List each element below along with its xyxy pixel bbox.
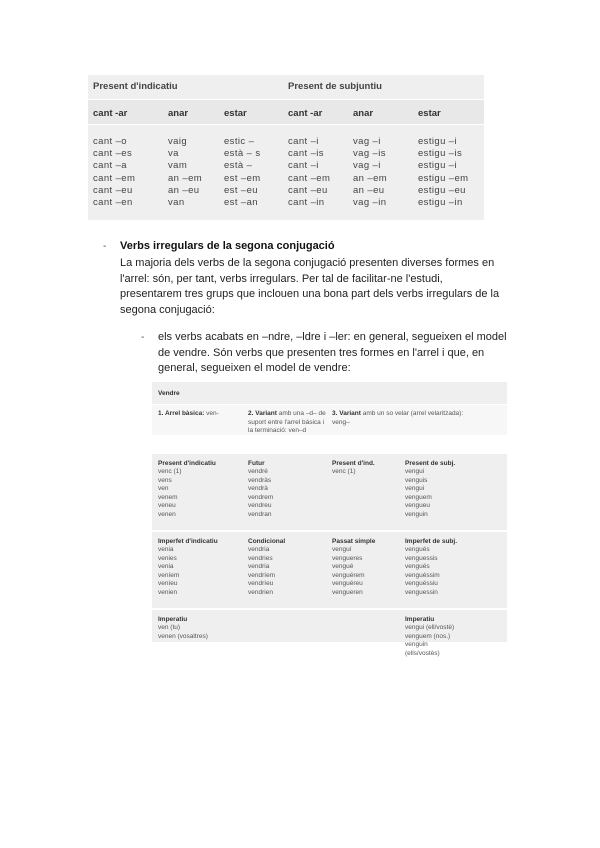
tense-forms: vendré vendràs vendrà vendrem vendreu vendran bbox=[248, 468, 274, 518]
group-header-present-indicative: Present d'indicatiu bbox=[93, 81, 178, 92]
column-header: estar bbox=[224, 108, 247, 119]
table-title-row bbox=[152, 382, 507, 404]
column-header: cant -ar bbox=[93, 108, 128, 119]
vendre-conjugation-table bbox=[152, 382, 507, 657]
tense-title: Present d'indicatiu bbox=[158, 460, 216, 467]
column-header: estar bbox=[418, 108, 441, 119]
tense-forms: vendria vendries vendria vendríem vendríeu vendrien bbox=[248, 546, 276, 596]
group-header-present-subjunctive: Present de subjuntiu bbox=[288, 81, 382, 92]
tense-title: Futur bbox=[248, 460, 265, 467]
conjugation-column: cant –o cant –es cant –a cant –em cant –eu cant –en bbox=[93, 136, 136, 209]
tense-forms: vengués venguessis vengués venguéssim venguéssiu venguessin bbox=[405, 546, 440, 596]
column-header: anar bbox=[353, 108, 374, 119]
tense-forms: venc (1) vens ven venem veneu venen bbox=[158, 468, 182, 518]
present-conjugation-table bbox=[88, 75, 484, 220]
tense-title: Imperatiu bbox=[405, 616, 435, 623]
tense-forms: vengui venguis vengui venguem vengueu venguin bbox=[405, 468, 432, 518]
tense-title: Imperatiu bbox=[158, 616, 188, 623]
tense-title: Present d'ind. bbox=[332, 460, 375, 467]
tense-title: Passat simple bbox=[332, 538, 376, 545]
column-header: anar bbox=[168, 108, 189, 119]
variant-description: 3. Variant amb un so velar (arrel velaritzada): veng– bbox=[332, 410, 464, 426]
tense-title: Condicional bbox=[248, 538, 286, 545]
conjugation-column: estic – està – s està – est –em est –eu est –an bbox=[224, 136, 261, 209]
tense-title: Present de subj. bbox=[405, 460, 456, 467]
list-bullet: - bbox=[103, 241, 107, 252]
conjugation-column: vag –i vag –is vag –i an –em an –eu vag –in bbox=[353, 136, 388, 209]
table-title: Vendre bbox=[158, 390, 180, 397]
tense-forms: venia venies venia veníem veníeu venien bbox=[158, 546, 180, 596]
tense-forms: venguí vengueres vengué venguérem venguéreu vengueren bbox=[332, 546, 365, 596]
variant-description: 1. Arrel bàsica: ven- bbox=[158, 410, 219, 417]
tense-forms: vengui (ell/vostè) venguem (nos.) venguin (ells/vostès) bbox=[405, 624, 455, 657]
conjugation-column: estigu –i estigu –is estigu –i estigu –em estigu –eu estigu –in bbox=[418, 136, 469, 209]
tense-title: Imperfet de subj. bbox=[405, 538, 458, 545]
sub-paragraph: els verbs acabats en –ndre, –ldre i –ler: en general, segueixen el model de vendre. Són verbs que presenten tres formes en l'arrel i que, en general, segueixen el model de vendre: bbox=[158, 331, 507, 374]
conjugation-column: cant –i cant –is cant –i cant –em cant –eu cant –in bbox=[288, 136, 331, 209]
column-header: cant -ar bbox=[288, 108, 323, 119]
tense-title: Imperfet d'indicatiu bbox=[158, 538, 218, 545]
section-title: Verbs irregulars de la segona conjugació bbox=[120, 240, 335, 252]
tense-forms: venc (1) bbox=[332, 468, 356, 475]
conjugation-column: vaig va vam an –em an –eu van bbox=[168, 136, 203, 209]
section-paragraph: La majoria dels verbs de la segona conjugació presenten diverses formes en l'arrel: són, per tant, verbs irregulars. Per tal de facilitar-ne l'estudi, presentarem tres grups que inclouen una bona part dels verbs irregulars de la segona conjugació: bbox=[120, 257, 500, 316]
list-bullet: - bbox=[141, 332, 145, 343]
tense-forms: ven (tu) venen (vosaltres) bbox=[158, 624, 208, 640]
variant-description: 2. Variant amb una –d– de suport entre l'arrel bàsica i la terminació: ven–d bbox=[248, 410, 326, 435]
